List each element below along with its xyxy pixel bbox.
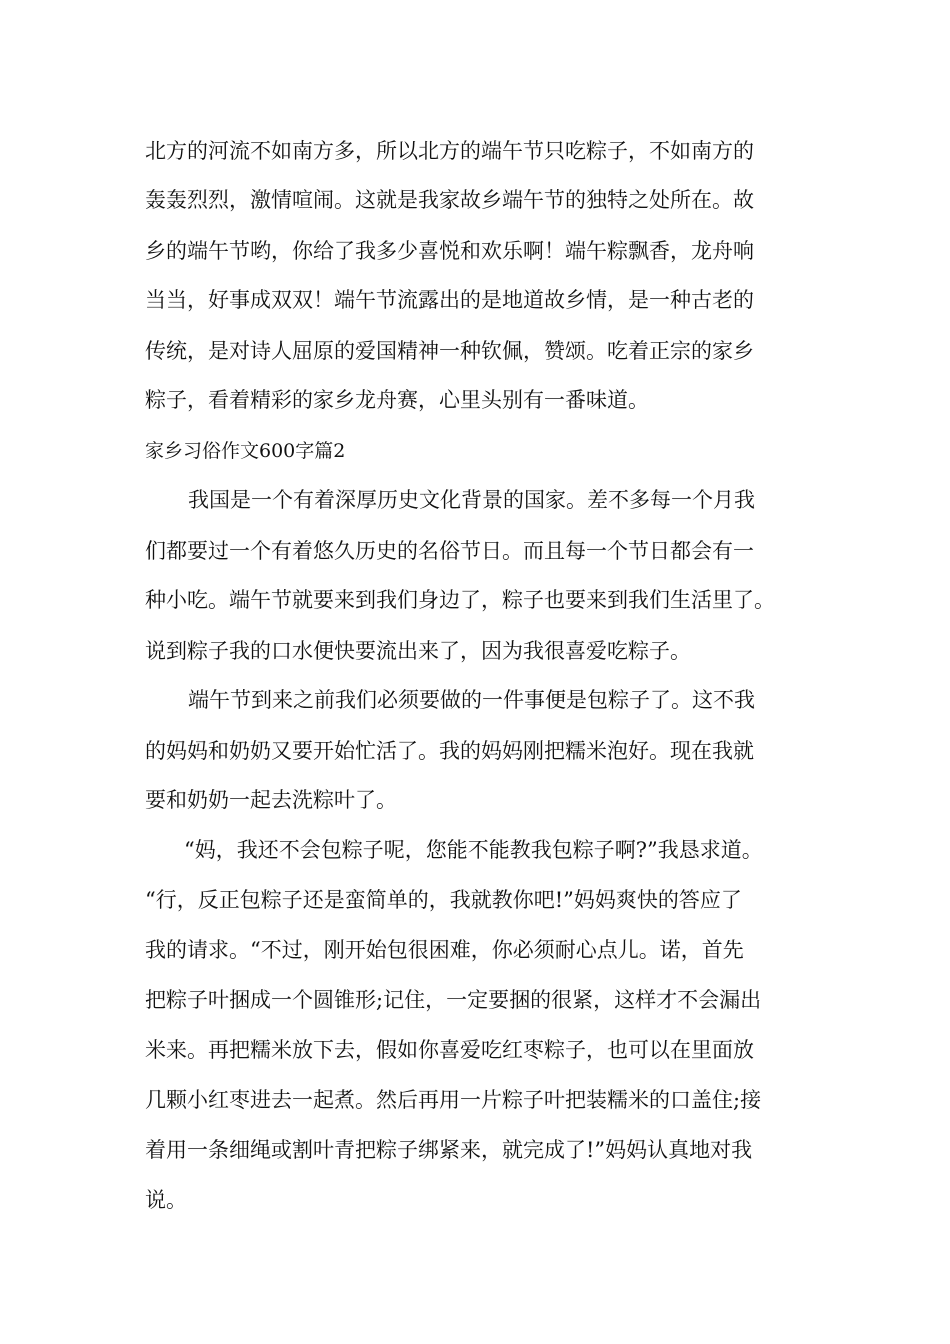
paragraph-line: 着用一条细绳或割叶青把粽子绑紧来，就完成了!”妈妈认真地对我 <box>145 1138 753 1162</box>
paragraph-line: 我国是一个有着深厚历史文化背景的国家。差不多每一个月我 <box>188 488 755 512</box>
paragraph-line: 几颗小红枣进去一起煮。然后再用一片粽子叶把装糯米的口盖住;接 <box>145 1088 762 1112</box>
paragraph-line: “行，反正包粽子还是蛮简单的，我就教你吧!”妈妈爽快的答应了 <box>145 888 742 912</box>
paragraph-line: 米来。再把糯米放下去，假如你喜爱吃红枣粽子，也可以在里面放 <box>145 1038 754 1062</box>
paragraph-line: 要和奶奶一起去洗粽叶了。 <box>145 788 397 812</box>
paragraph-line: 种小吃。端午节就要来到我们身边了，粽子也要来到我们生活里了。 <box>145 588 775 612</box>
paragraph-line: 说到粽子我的口水便快要流出来了，因为我很喜爱吃粽子。 <box>145 639 691 663</box>
paragraph-line: 北方的河流不如南方多，所以北方的端午节只吃粽子，不如南方的 <box>145 139 754 163</box>
paragraph-line: 轰轰烈烈，激情喧闹。这就是我家故乡端午节的独特之处所在。故 <box>145 188 754 212</box>
paragraph-line: 们都要过一个有着悠久历史的名俗节日。而且每一个节日都会有一 <box>145 539 754 563</box>
paragraph-line: 把粽子叶捆成一个圆锥形;记住，一定要捆的很紧，这样才不会漏出 <box>145 988 762 1012</box>
paragraph-line: 说。 <box>145 1188 187 1212</box>
paragraph-line: 的妈妈和奶奶又要开始忙活了。我的妈妈刚把糯米泡好。现在我就 <box>145 739 754 763</box>
paragraph-line: 传统，是对诗人屈原的爱国精神一种钦佩，赞颂。吃着正宗的家乡 <box>145 339 754 363</box>
paragraph-line: 我的请求。“不过，刚开始包很困难，你必须耐心点儿。诺，首先 <box>145 938 744 962</box>
paragraph-line: 当当，好事成双双！端午节流露出的是地道故乡情，是一种古老的 <box>145 288 754 312</box>
paragraph-line: 端午节到来之前我们必须要做的一件事便是包粽子了。这不我 <box>188 688 755 712</box>
paragraph-line: 粽子，看着精彩的家乡龙舟赛，心里头别有一番味道。 <box>145 388 649 412</box>
section-heading: 家乡习俗作文600字篇2 <box>145 440 346 462</box>
paragraph-line: “妈，我还不会包粽子呢，您能不能教我包粽子啊?”我恳求道。 <box>184 838 763 862</box>
paragraph-line: 乡的端午节哟，你给了我多少喜悦和欢乐啊！端午粽飘香，龙舟响 <box>145 239 754 263</box>
